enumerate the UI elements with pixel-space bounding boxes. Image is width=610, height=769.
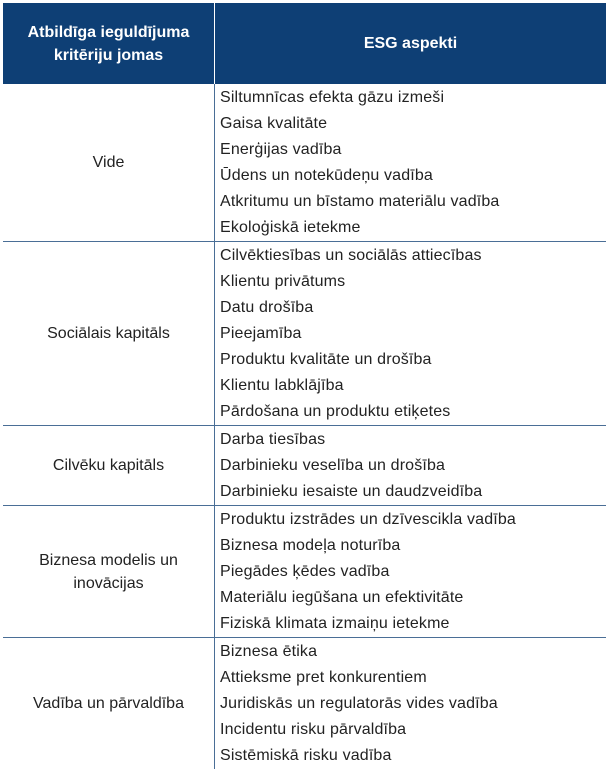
esg-aspect-item: Biznesa ētika — [220, 643, 318, 660]
esg-aspect-item: Attieksme pret konkurentiem — [220, 669, 427, 686]
criteria-area-cell: Cilvēku kapitāls — [3, 426, 215, 505]
esg-aspect-item: Produktu kvalitāte un drošība — [220, 351, 432, 368]
esg-aspect-item: Klientu labklājība — [220, 377, 344, 394]
esg-aspect-item: Produktu izstrādes un dzīvescikla vadība — [220, 511, 516, 528]
table-group-row — [3, 506, 606, 638]
table-body — [3, 84, 606, 769]
header-esg-aspects: ESG aspekti — [363, 35, 458, 52]
esg-aspect-item: Ekoloģiskā ietekme — [220, 219, 361, 236]
header-criteria-areas: Atbildīga ieguldījuma kritēriju jomas — [3, 3, 215, 84]
esg-aspect-item: Fiziskā klimata izmaiņu ietekme — [220, 615, 450, 632]
esg-aspect-item: Darbinieku iesaiste un daudzveidība — [220, 483, 483, 500]
esg-aspect-item: Datu drošība — [220, 299, 314, 316]
esg-aspect-item: Siltumnīcas efekta gāzu izmeši — [220, 89, 445, 106]
esg-aspect-item: Materiālu iegūšana un efektivitāte — [220, 589, 464, 606]
esg-aspect-item: Juridiskās un regulatorās vides vadība — [220, 695, 498, 712]
esg-aspect-item: Enerģijas vadība — [220, 141, 342, 158]
esg-aspect-item: Cilvēktiesības un sociālās attiecības — [220, 247, 482, 264]
criteria-area-cell: Vadība un pārvaldība — [3, 638, 215, 769]
criteria-area-cell: Sociālais kapitāls — [3, 242, 215, 425]
esg-aspect-item: Sistēmiskā risku vadība — [220, 747, 392, 764]
esg-aspect-item: Incidentu risku pārvaldība — [220, 721, 407, 738]
esg-aspects-cell — [215, 638, 606, 769]
criteria-area-cell: Vide — [3, 84, 215, 241]
esg-aspects-cell — [215, 426, 606, 505]
esg-aspects-cell — [215, 84, 606, 241]
esg-aspect-item: Darba tiesības — [220, 431, 326, 448]
esg-aspect-item: Pieejamība — [220, 325, 302, 342]
esg-aspect-item: Biznesa modeļa noturība — [220, 537, 401, 554]
esg-aspect-item: Pārdošana un produktu etiķetes — [220, 403, 451, 420]
esg-aspect-item: Ūdens un notekūdeņu vadība — [220, 167, 433, 184]
esg-aspects-cell — [215, 506, 606, 637]
esg-table — [3, 3, 606, 769]
esg-aspect-item: Klientu privātums — [220, 273, 346, 290]
criteria-area-cell: Biznesa modelis un inovācijas — [3, 506, 215, 637]
table-group-row — [3, 242, 606, 426]
table-header — [3, 3, 606, 84]
esg-aspects-cell — [215, 242, 606, 425]
esg-aspect-item: Piegādes ķēdes vadība — [220, 563, 390, 580]
esg-aspect-item: Atkritumu un bīstamo materiālu vadība — [220, 193, 500, 210]
esg-aspect-item: Gaisa kvalitāte — [220, 115, 328, 132]
table-group-row — [3, 84, 606, 242]
table-group-row — [3, 638, 606, 769]
table-group-row — [3, 426, 606, 506]
esg-aspect-item: Darbinieku veselība un drošība — [220, 457, 446, 474]
